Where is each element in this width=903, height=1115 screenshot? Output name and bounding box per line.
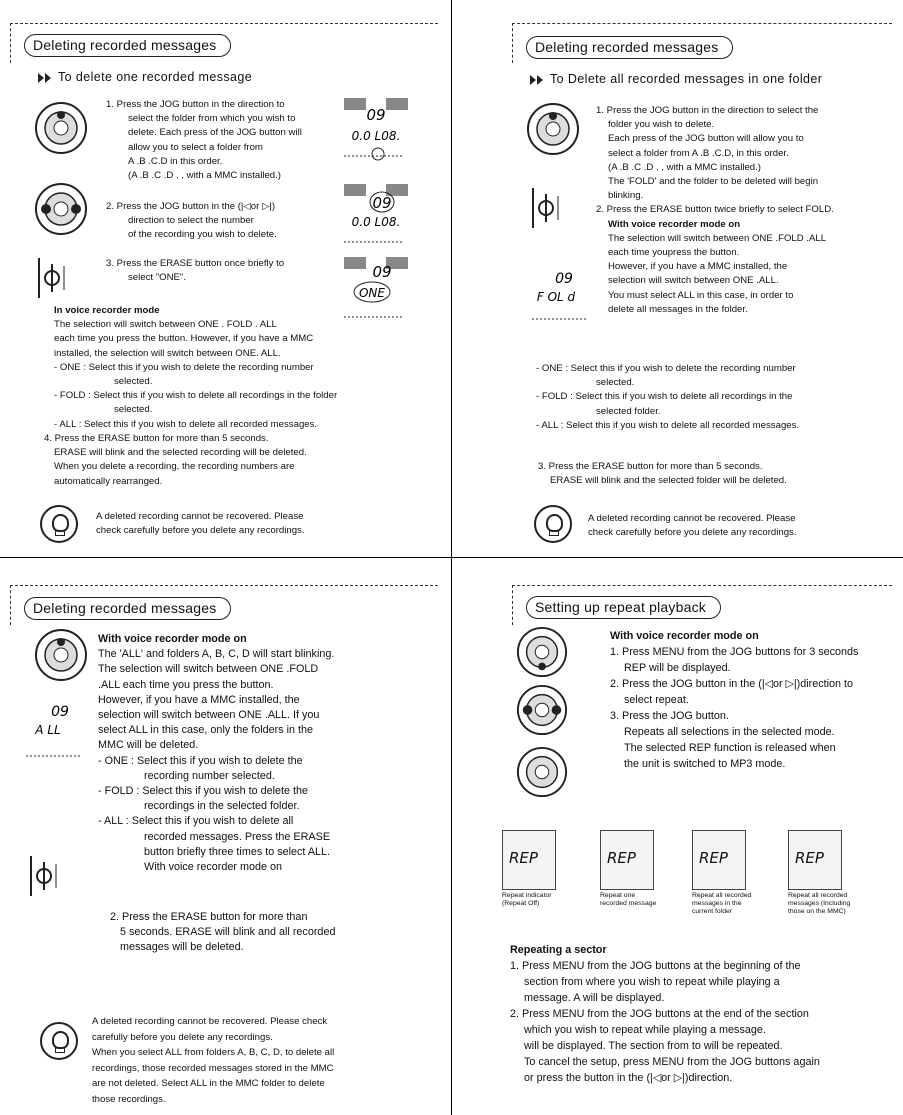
text-line: The 'FOLD' and the folder to be deleted will begin	[608, 176, 819, 188]
text-line: To cancel the setup, press MENU from the JOG buttons again	[524, 1056, 820, 1068]
subsection-heading-text: To Delete all recorded messages in one folder	[550, 72, 823, 86]
quadrant-delete-one	[0, 0, 451, 557]
text-line: MMC will be deleted.	[98, 739, 199, 752]
mode-heading: In voice recorder mode	[54, 305, 160, 316]
subsection-heading	[530, 72, 822, 86]
text-line: 1. Press the JOG button in the direction to	[106, 99, 285, 110]
rep-text: REP	[699, 849, 728, 867]
svg-text:09: 09	[372, 263, 392, 281]
rep-text: REP	[509, 849, 538, 867]
svg-text:09: 09	[366, 106, 386, 124]
text-line: A deleted recording cannot be recovered. Please	[588, 513, 796, 524]
dashed-rule	[512, 585, 513, 625]
quadrant-delete-folder	[452, 0, 903, 557]
text-line: REP will be displayed.	[624, 662, 731, 674]
text-line: message. A will be displayed.	[524, 992, 665, 1004]
text-line: carefully before you delete any recordings.	[92, 1031, 273, 1043]
dashed-rule	[512, 23, 892, 24]
steps-text	[596, 104, 896, 317]
panel-caption: Repeat one recorded message	[600, 892, 657, 907]
quadrant-delete-all	[0, 558, 451, 1115]
text-line: recordings in the selected folder.	[144, 800, 300, 813]
dashed-rule	[10, 23, 438, 24]
text-line: delete. Each press of the JOG button will	[128, 127, 302, 139]
text-line: recordings, those recorded messages stored in the MMC	[92, 1062, 334, 1074]
text-line: A deleted recording cannot be recovered. Please	[96, 511, 304, 522]
options-text	[536, 362, 896, 433]
text-line: With voice recorder mode on	[608, 218, 741, 230]
text-line: A deleted recording cannot be recovered. Please check	[92, 1016, 328, 1027]
lcd-display-icon	[530, 265, 590, 325]
text-line: You must select ALL in this case, in order to	[608, 289, 794, 301]
mode-heading: With voice recorder mode on	[98, 633, 247, 645]
text-line: selected.	[114, 404, 153, 416]
quadrant-repeat-playback	[452, 558, 903, 1115]
text-line: selected folder.	[596, 405, 661, 417]
text-line: .ALL each time you press the button.	[98, 678, 274, 691]
text-line: With voice recorder mode on	[144, 861, 283, 874]
text-line: automatically rearranged.	[54, 475, 163, 487]
text-line: selection will switch between ONE .ALL. If you	[98, 709, 320, 722]
text-line: of the recording you wish to delete.	[128, 229, 277, 241]
text-line: or press the button in the (|◁or ▷|)direction.	[524, 1072, 733, 1084]
text-line: 1. Press MENU from the JOG buttons at the beginning of the	[510, 960, 801, 972]
text-line: each time youpress the button.	[608, 247, 740, 259]
svg-text:0.0 L08.: 0.0 L08.	[351, 129, 401, 143]
jog-button-icon	[526, 102, 580, 156]
lcd-display-icon	[342, 96, 410, 164]
panel-caption: Repeat all recorded messages in the current folder	[692, 892, 752, 915]
dashed-rule	[10, 585, 11, 625]
sector-text	[510, 942, 895, 1086]
text-line: However, if you have a MMC installed, the	[608, 261, 788, 273]
text-line: - ALL : Select this if you wish to delete all recorded messages.	[536, 419, 800, 431]
text-line: direction to select the number	[128, 215, 254, 227]
text-line: installed, the selection will switch between ONE. ALL.	[54, 347, 281, 359]
text-line: The selection will switch between ONE . FOLD . ALL	[54, 319, 277, 331]
erase-button-icon	[532, 188, 564, 228]
svg-text:09: 09	[372, 194, 392, 212]
jog-button-icon	[34, 101, 88, 155]
text-line: select "ONE".	[128, 272, 186, 284]
rep-text: REP	[795, 849, 824, 867]
lcd-display-icon	[24, 700, 84, 760]
text-line: select ALL in this case, only the folders in the	[98, 724, 314, 737]
tip-text	[96, 510, 436, 538]
text-line: - FOLD : Select this if you wish to delete all recordings in the folder	[54, 390, 338, 402]
panel-caption: Repeat all recorded messages (Including those on the MMC)	[788, 892, 851, 915]
text-line: allow you to select a folder from	[128, 141, 263, 153]
text-line: - ONE : Select this if you wish to delete the	[98, 754, 303, 767]
section-title: Deleting recorded messages	[24, 597, 231, 620]
lightbulb-tip-icon	[40, 1022, 78, 1060]
text-line: select a folder from A .B .C.D, in this order.	[608, 147, 789, 159]
dashed-rule	[512, 23, 513, 63]
text-line: (A .B .C .D . , with a MMC installed.)	[608, 161, 762, 173]
text-line: Repeats all selections in the selected mode.	[624, 726, 835, 738]
arrow-bullet-icon	[530, 75, 544, 85]
rep-text: REP	[607, 849, 636, 867]
text-line: When you select ALL from folders A, B, C, D, to delete all	[92, 1047, 335, 1058]
lcd-display-icon	[342, 182, 410, 250]
steps-text	[106, 200, 346, 243]
text-line: ERASE will blink and the selected recording will be deleted.	[54, 447, 307, 459]
text-line: recording number selected.	[144, 769, 275, 782]
tip-text	[92, 1014, 442, 1107]
text-line: will be displayed. The section from to will be repeated.	[524, 1040, 783, 1052]
panel-caption: Repeat indicator (Repeat Off)	[502, 892, 552, 907]
svg-text:F OL d: F OL d	[536, 290, 576, 304]
text-line: section from where you wish to repeat while playing a	[524, 976, 780, 988]
dashed-rule	[512, 585, 892, 586]
text-line: However, if you have a MMC installed, the	[98, 693, 300, 706]
text-line: recorded messages. Press the ERASE	[144, 830, 331, 843]
text-line: are not deleted. Select ALL in the MMC folder to delete	[92, 1078, 325, 1089]
text-line: 1. Press MENU from the JOG buttons for 3 seconds	[610, 646, 859, 658]
tip-text	[588, 512, 898, 540]
arrow-bullet-icon	[38, 73, 52, 83]
text-line: The selection will switch between ONE .FOLD .ALL	[608, 232, 827, 244]
section-title: Deleting recorded messages	[526, 36, 733, 59]
text-line: 2. Press the JOG button in the (|◁or ▷|)	[106, 201, 276, 212]
text-line: - ALL : Select this if you wish to delete all recorded messages.	[54, 418, 318, 430]
lightbulb-tip-icon	[534, 505, 572, 543]
text-line: check carefully before you delete any recordings.	[96, 525, 305, 537]
text-line: 5 seconds. ERASE will blink and all recorded	[120, 926, 336, 939]
text-line: delete all messages in the folder.	[608, 303, 748, 315]
step-2-text	[110, 910, 440, 956]
text-line: messages will be deleted.	[120, 941, 244, 954]
text-line: - FOLD : Select this if you wish to delete all recordings in the	[536, 391, 793, 403]
text-line: those recordings.	[92, 1093, 166, 1105]
text-line: When you delete a recording, the recording numbers are	[54, 461, 295, 473]
text-line: - ONE : Select this if you wish to delete the recording number	[54, 361, 314, 373]
text-line: select repeat.	[624, 694, 689, 706]
text-line: The selection will switch between ONE .FOLD	[98, 663, 319, 676]
svg-text:09: 09	[51, 704, 69, 720]
lightbulb-tip-icon	[40, 505, 78, 543]
steps-text	[106, 257, 346, 285]
text-line: Each press of the JOG button will allow you to	[608, 133, 804, 145]
text-line: blinking.	[608, 190, 644, 202]
section-title: Setting up repeat playback	[526, 596, 721, 619]
text-line: button briefly three times to select ALL.	[144, 845, 331, 858]
text-line: selected.	[596, 377, 635, 389]
svg-text:0.0 L08.: 0.0 L08.	[351, 215, 401, 229]
text-line: folder you wish to delete.	[608, 119, 715, 131]
subsection-heading-text: To delete one recorded message	[58, 70, 253, 84]
svg-text:A LL: A LL	[35, 723, 61, 737]
text-line: 2. Press MENU from the JOG buttons at the end of the section	[510, 1008, 809, 1020]
text-line: the unit is switched to MP3 mode.	[624, 758, 786, 770]
text-line: select the folder from which you wish to	[128, 113, 296, 125]
text-line: 3. Press the ERASE button once briefly to	[106, 258, 285, 269]
text-line: The 'ALL' and folders A, B, C, D will start blinking.	[98, 648, 335, 661]
text-line: - ONE : Select this if you wish to delete the recording number	[536, 363, 796, 374]
step-4-text	[44, 432, 434, 489]
jog-button-icon	[516, 746, 568, 798]
rep-lcd-panel	[788, 830, 842, 890]
mode-text	[54, 304, 434, 432]
erase-button-icon	[30, 856, 62, 896]
jog-button-icon	[516, 626, 568, 678]
rep-lcd-panel	[692, 830, 746, 890]
svg-text:09: 09	[555, 271, 573, 287]
jog-button-icon	[34, 182, 88, 236]
text-line: 1. Press the JOG button in the direction to select the	[596, 105, 819, 116]
text-line: (A .B .C .D . , with a MMC installed.)	[128, 170, 282, 182]
sector-heading: Repeating a sector	[510, 944, 607, 956]
text-line: 2. Press the ERASE button for more than	[110, 911, 308, 923]
text-line: A .B .C.D in this order.	[128, 155, 223, 167]
jog-button-icon	[516, 684, 568, 736]
text-line: 2. Press the ERASE button twice briefly to select FOLD.	[596, 204, 834, 216]
mode-heading: With voice recorder mode on	[610, 630, 759, 642]
text-line: - FOLD : Select this if you wish to delete the	[98, 785, 309, 798]
dashed-rule	[10, 585, 438, 586]
text-line: 2. Press the JOG button in the (|◁or ▷|)direction to	[610, 678, 854, 690]
mode-text	[98, 632, 443, 875]
text-line: check carefully before you delete any recordings.	[588, 527, 797, 539]
text-line: 4. Press the ERASE button for more than 5 seconds.	[44, 433, 269, 444]
text-line: which you wish to repeat while playing a message.	[524, 1024, 766, 1036]
dashed-rule	[10, 23, 11, 63]
text-line: - ALL : Select this if you wish to delete all	[98, 815, 294, 828]
text-line: selected.	[114, 376, 153, 388]
steps-text	[106, 98, 346, 183]
text-line: ERASE will blink and the selected folder will be deleted.	[550, 475, 787, 487]
text-line: The selected REP function is released when	[624, 742, 836, 754]
text-line: 3. Press the ERASE button for more than 5 seconds.	[538, 461, 763, 472]
text-line: each time you press the button. However, if you have a MMC	[54, 333, 314, 345]
text-line: 3. Press the JOG button.	[610, 710, 729, 722]
steps-text	[610, 628, 895, 772]
rep-lcd-panel	[600, 830, 654, 890]
erase-button-icon	[38, 258, 70, 298]
jog-button-icon	[34, 628, 88, 682]
rep-lcd-panel	[502, 830, 556, 890]
subsection-heading	[38, 70, 252, 84]
text-line: selection will switch between ONE .ALL.	[608, 275, 779, 287]
svg-text:ONE: ONE	[358, 286, 386, 300]
section-title: Deleting recorded messages	[24, 34, 231, 57]
step-3-text	[538, 460, 898, 488]
